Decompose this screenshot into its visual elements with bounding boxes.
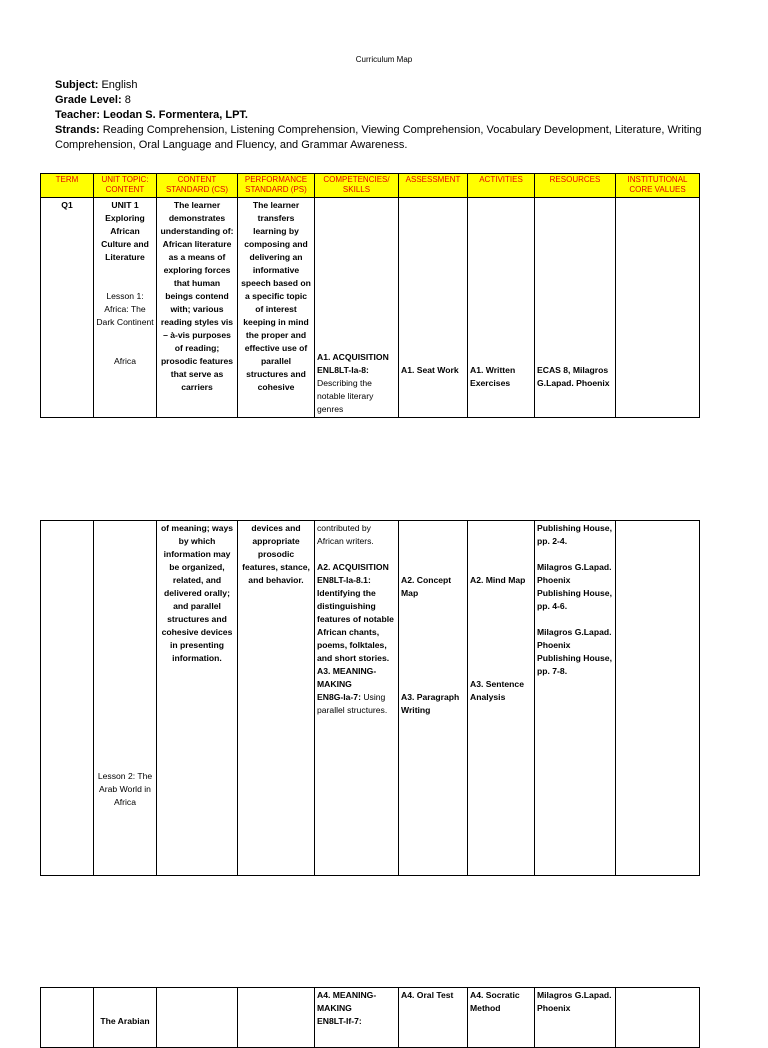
table-row [41, 988, 700, 1048]
header-resources: RESOURCES [535, 174, 616, 198]
header-row [41, 174, 700, 198]
curriculum-table-1 [40, 173, 700, 418]
strands-value: Reading Comprehension, Listening Comprehension, Viewing Comprehension, Vocabulary Development, Literature, Writing Comprehension, Oral Language and Fluency, and Grammar Awareness. [55, 124, 702, 151]
header-unit-topic: UNIT TOPIC: CONTENT [94, 174, 157, 198]
competency-a4-code: EN8LT-If-7: [317, 1016, 362, 1026]
resources-cell [535, 198, 616, 418]
header-competencies: COMPETENCIES/ SKILLS [315, 174, 399, 198]
table-row [41, 521, 700, 876]
competency-a3-code: EN8G-Ia-7: [317, 692, 361, 702]
core-values-cell [616, 988, 700, 1048]
grade-line: Grade Level: 8 [55, 94, 131, 106]
assessment-a1: A1. Seat Work [401, 365, 459, 375]
table-row [41, 198, 700, 418]
activities-a2: A2. Mind Map [470, 575, 526, 585]
resources-cell: Milagros G.Lapad. Phoenix [535, 988, 616, 1048]
assessment-a3: A3. Paragraph Writing [401, 692, 460, 715]
resources-continued: Publishing House, pp. 2-4. [537, 523, 612, 546]
unit-cell [94, 521, 157, 876]
header-performance-standard: PERFORMANCE STANDARD (PS) [238, 174, 315, 198]
competency-a1-text: Describing the notable literary genres [317, 378, 374, 414]
competency-cell [315, 198, 399, 418]
grade-value: 8 [124, 94, 131, 106]
competency-a2-code: EN8LT-Ia-8.1: [317, 575, 371, 585]
competency-cell [315, 521, 399, 876]
performance-standard-cell: The learner transfers learning by composing and delivering an informative speech based on a specific topic of interest keeping in mind the proper and effective use of parallel structures and cohesive [238, 198, 315, 418]
activities-cell [468, 521, 535, 876]
performance-standard-cell: devices and appropriate prosodic features, stance, and behavior. [238, 521, 315, 876]
unit-label: The Arabian [100, 1016, 150, 1026]
subject-line: Subject: English [55, 79, 138, 91]
term-cell [41, 988, 94, 1048]
competency-a2-head: A2. ACQUISITION [317, 562, 389, 572]
document-title: Curriculum Map [355, 55, 413, 64]
teacher-line: Teacher: Leodan S. Formentera, LPT. [55, 109, 248, 121]
topic-label: Africa [114, 356, 136, 366]
competency-a1-head: A1. ACQUISITION [317, 352, 389, 362]
content-standard-cell: of meaning; ways by which information may be organized, related, and delivered orally; and parallel structures and cohesive devices in presenting information. [157, 521, 238, 876]
header-activities: ACTIVITIES [468, 174, 535, 198]
competency-continued: contributed by African writers. [317, 523, 374, 546]
activities-cell: A4. Socratic Method [468, 988, 535, 1048]
header-term: TERM [41, 174, 94, 198]
teacher-value: Leodan S. Formentera, LPT. [103, 109, 248, 121]
header-assessment: ASSESSMENT [399, 174, 468, 198]
core-values-cell [616, 521, 700, 876]
content-standard-cell [157, 988, 238, 1048]
lesson-1-label: Lesson 1: Africa: The Dark Continent [96, 291, 154, 327]
activities-cell [468, 198, 535, 418]
content-standard-cell: The learner demonstrates understanding of: African literature as a means of exploring forces that human beings contend with; various reading styles vis – à-vis purposes of reading; prosodic features that serve as carriers [157, 198, 238, 418]
competency-a4-head: A4. MEANING-MAKING [317, 990, 377, 1013]
strands-line: Strands: Reading Comprehension, Listening Comprehension, Viewing Comprehension, Vocabulary Development, Literature, Writing Comprehension, Oral Language and Fluency, and Grammar Awareness. [55, 124, 702, 151]
unit-label: UNIT 1 [111, 200, 139, 210]
assessment-cell [399, 521, 468, 876]
competency-a1-code: ENL8LT-Ia-8: [317, 365, 369, 375]
resources-a2: Milagros G.Lapad. Phoenix Publishing House, pp. 4-6. [537, 562, 612, 611]
unit-cell [94, 988, 157, 1048]
competency-cell [315, 988, 399, 1048]
activities-a1: A1. Written Exercises [470, 365, 516, 388]
competency-a3-head: A3. MEANING-MAKING [317, 666, 377, 689]
document-meta [55, 78, 715, 153]
assessment-cell [399, 198, 468, 418]
competency-a3-text: Using parallel structures. [317, 692, 388, 715]
resources-cell [535, 521, 616, 876]
activities-a3: A3. Sentence Analysis [470, 679, 524, 702]
assessment-a2: A2. Concept Map [401, 575, 452, 598]
header-core-values: INSTITUTIONAL CORE VALUES [616, 174, 700, 198]
term-cell: Q1 [41, 198, 94, 418]
term-cell [41, 521, 94, 876]
performance-standard-cell [238, 988, 315, 1048]
competency-a2-text: Identifying the distinguishing features of notable African chants, poems, folktales, and short stories. [317, 588, 394, 663]
unit-cell [94, 198, 157, 418]
header-content-standard: CONTENT STANDARD (CS) [157, 174, 238, 198]
resources-a1: ECAS 8, Milagros G.Lapad. Phoenix [537, 365, 610, 388]
core-values-cell [616, 198, 700, 418]
lesson-2-label: Lesson 2: The Arab World in Africa [97, 771, 153, 807]
unit-title: Exploring African Culture and Literature [101, 213, 149, 262]
curriculum-table-3 [40, 987, 700, 1048]
resources-a3: Milagros G.Lapad. Phoenix Publishing House, pp. 7-8. [537, 627, 612, 676]
assessment-cell: A4. Oral Test [399, 988, 468, 1048]
subject-value: English [101, 79, 138, 91]
curriculum-table-2 [40, 520, 700, 876]
